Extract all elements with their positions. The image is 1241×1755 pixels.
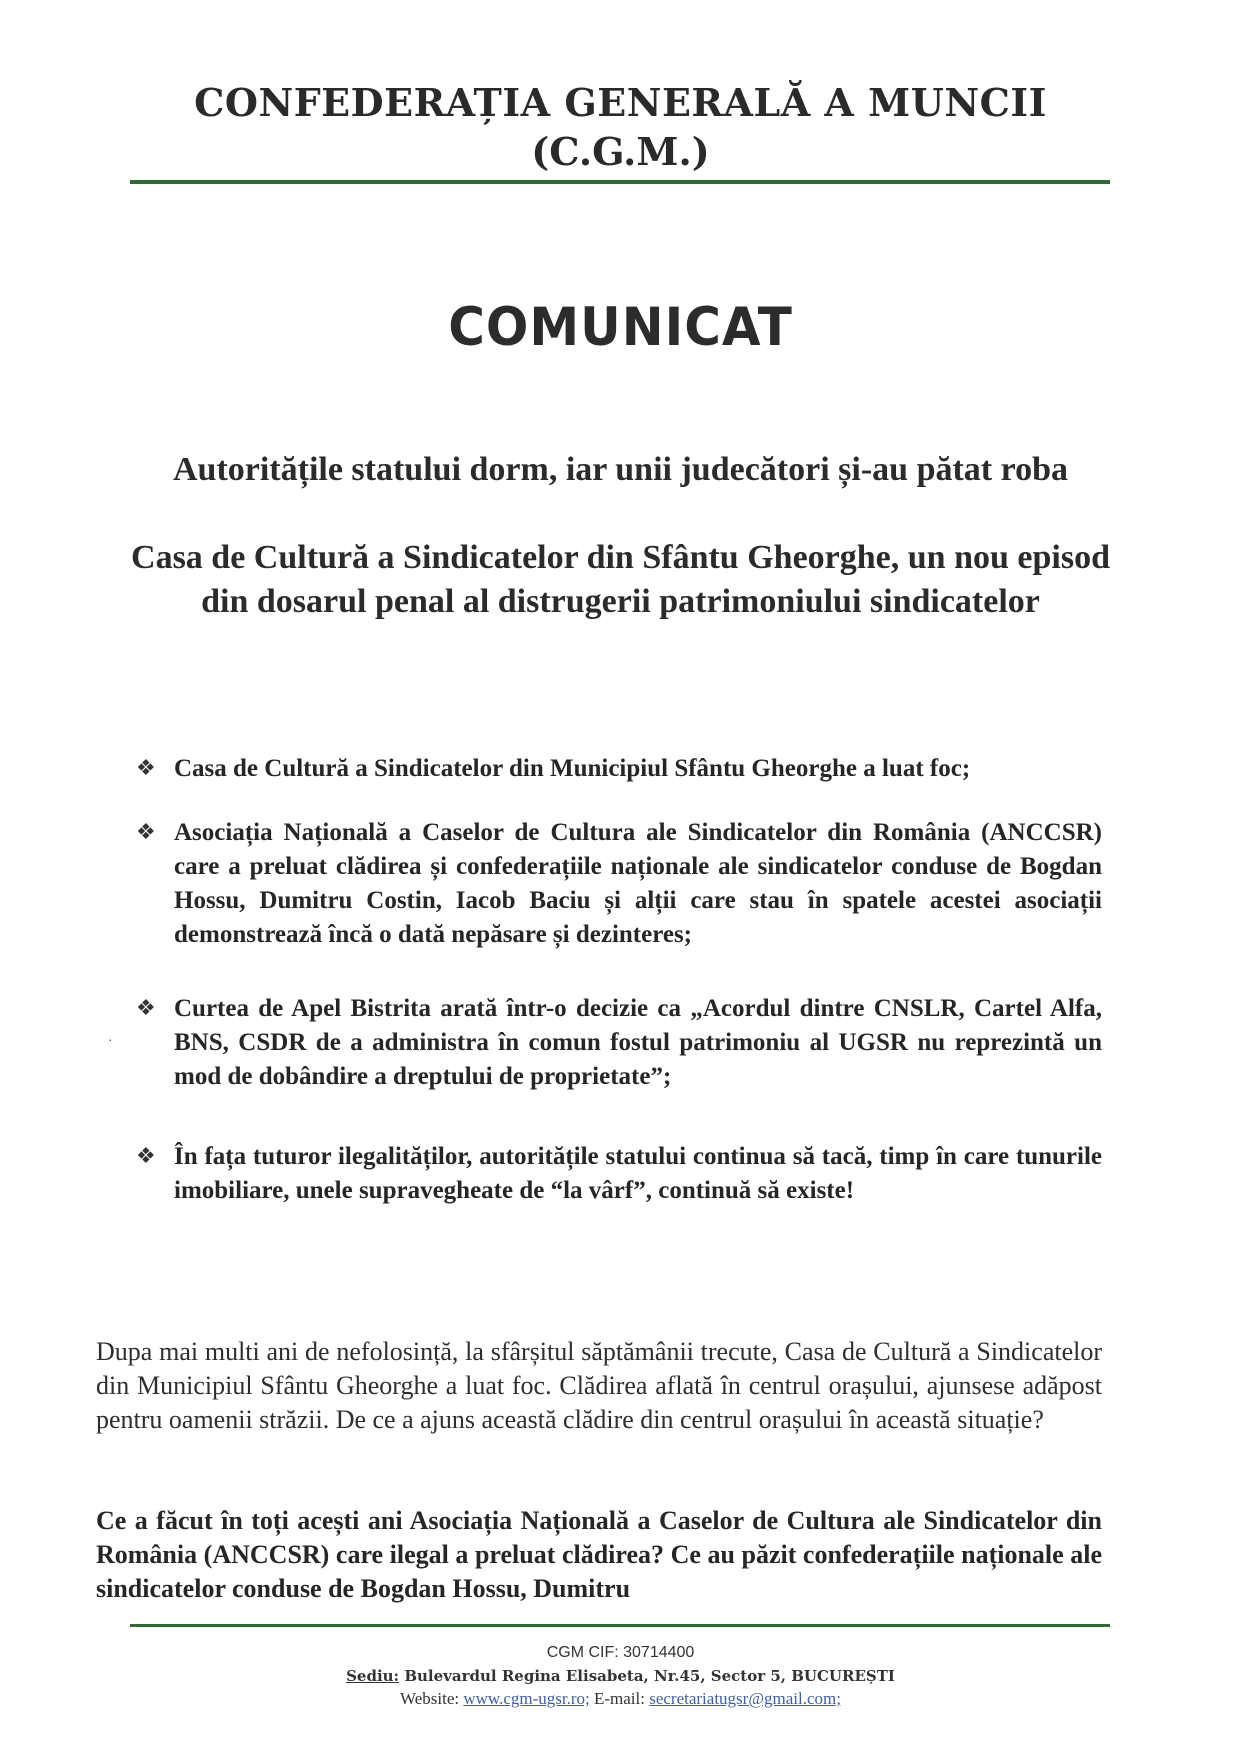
website-link[interactable]: www.cgm-ugsr.ro; (463, 1689, 590, 1708)
email-link[interactable]: secretariatugsr@gmail.com; (649, 1689, 841, 1708)
list-item (136, 752, 1102, 786)
diamond-dots-icon: ❖ (136, 756, 156, 781)
footer-cif: CGM CIF: 30714400 (546, 1644, 695, 1661)
diamond-dots-icon: ❖ (136, 996, 156, 1021)
bullet-text: Casa de Cultură a Sindicatelor din Municipiul Sfântu Gheorghe a luat foc; (174, 755, 971, 782)
list-item (136, 816, 1102, 952)
headline: Casa de Cultură a Sindicatelor din Sfântu Gheorghe, un nou episod din dosarul penal al distrugerii patrimoniului sindicatelor (131, 539, 1110, 620)
footer-address (0, 1665, 1241, 1687)
seat-label: Sediu: (346, 1667, 400, 1685)
stray-dot: · (108, 1034, 113, 1049)
header-divider (130, 180, 1110, 184)
website-label: Website: (400, 1689, 460, 1708)
body-paragraph-bold: Ce a făcut în toți acești ani Asociația Națională a Caselor de Cultura ale Sindicatelor din România (ANCCSR) care ilegal a preluat clădirea? Ce au păzit confederațiile naționale ale sindicatelor conduse de Bogdan Hossu, Dumitru (96, 1506, 1102, 1603)
organization-abbreviation: (C.G.M.) (531, 129, 710, 174)
diamond-dots-icon: ❖ (136, 1144, 156, 1169)
bullet-text: Asociația Națională a Caselor de Cultura ale Sindicatelor din România (ANCCSR) care a preluat clădirea și confederațiile naționale ale sindicatelor conduse de Bogdan Hossu, Dumitru Costin, Iacob Baciu și alții care stau în spatele acestei asociații demonstrează încă o dată nepăsare și dezinteres; (174, 819, 1102, 948)
footer-contacts (0, 1688, 1241, 1710)
diamond-dots-icon: ❖ (136, 820, 156, 845)
bullet-text: Curtea de Apel Bistrita arată într-o decizie ca „Acordul dintre CNSLR, Cartel Alfa, BNS, CSDR de a administra în comun fostul patrimoniu al UGSR nu reprezintă un mod de dobândire a dreptului de proprietate”; (174, 995, 1102, 1090)
document-title: COMUNICAT (448, 296, 793, 358)
email-label: E-mail: (593, 1689, 645, 1708)
list-item (136, 1140, 1102, 1208)
footer-divider (130, 1624, 1110, 1627)
body-paragraph: Dupa mai multi ani de nefolosință, la sfârșitul săptămânii trecute, Casa de Cultură a Sindicatelor din Municipiul Sfântu Gheorghe a luat foc. Clădirea aflată în centrul orașului, ajunsese adăpost pentru oamenii străzii. De ce a ajuns această clădire din centrul orașului în această situație? (96, 1337, 1102, 1434)
subtitle: Autoritățile statului dorm, iar unii judecători și-au pătat roba (172, 451, 1069, 488)
bullet-text: În fața tuturor ilegalităților, autoritățile statului continua să tacă, timp în care tunurile imobiliare, unele supravegheate de “la vârf”, continuă să existe! (174, 1143, 1102, 1204)
list-item (136, 992, 1102, 1094)
organization-name: CONFEDERAȚIA GENERALĂ A MUNCII (194, 80, 1047, 125)
bullet-list (136, 752, 1102, 1208)
seat-address: Bulevardul Regina Elisabeta, Nr.45, Sector 5, BUCUREȘTI (404, 1667, 895, 1685)
